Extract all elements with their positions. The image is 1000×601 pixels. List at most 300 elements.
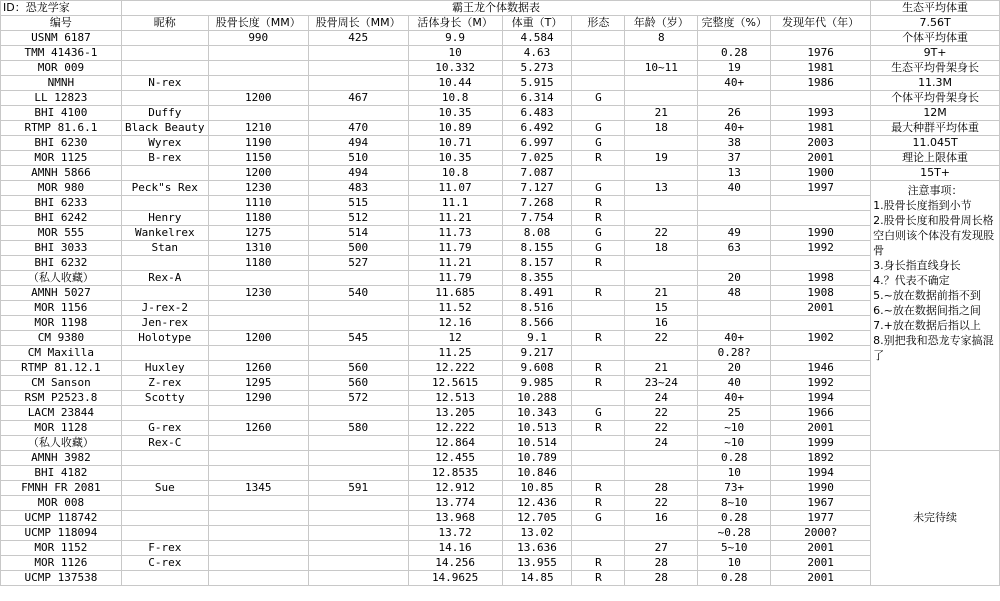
table-cell: 6.492: [502, 121, 572, 136]
table-cell: 28: [625, 556, 698, 571]
table-cell: 1110: [208, 196, 308, 211]
table-cell: [308, 466, 408, 481]
table-cell: 22: [625, 406, 698, 421]
table-cell: [308, 541, 408, 556]
table-cell: Peck"s Rex: [121, 181, 208, 196]
table-cell: AMNH 5027: [1, 286, 122, 301]
table-cell: Holotype: [121, 331, 208, 346]
table-cell: 12.513: [408, 391, 502, 406]
table-cell: [625, 136, 698, 151]
table-cell: [698, 211, 771, 226]
table-cell: [208, 556, 308, 571]
table-cell: 1210: [208, 121, 308, 136]
table-cell: 1150: [208, 151, 308, 166]
table-cell: 494: [308, 166, 408, 181]
table-cell: [625, 46, 698, 61]
column-header: 股骨长度（MM）: [208, 16, 308, 31]
table-cell: 13.774: [408, 496, 502, 511]
table-cell: [572, 541, 625, 556]
table-cell: [308, 316, 408, 331]
table-row: [1, 406, 1000, 421]
table-cell: 9.985: [502, 376, 572, 391]
side-summary-cell: 12M: [871, 106, 1000, 121]
table-row: [1, 346, 1000, 361]
table-cell: 20: [698, 361, 771, 376]
side-summary-cell: 9T+: [871, 46, 1000, 61]
table-cell: F-rex: [121, 541, 208, 556]
table-cell: [771, 256, 871, 271]
table-cell: 10.514: [502, 436, 572, 451]
table-cell: 1976: [771, 46, 871, 61]
table-cell: Wyrex: [121, 136, 208, 151]
table-cell: [208, 106, 308, 121]
table-cell: 1180: [208, 256, 308, 271]
table-row: [1, 76, 1000, 91]
table-cell: 10.789: [502, 451, 572, 466]
notes-title: 注意事项：: [907, 184, 963, 197]
table-cell: 10.513: [502, 421, 572, 436]
table-cell: [308, 76, 408, 91]
table-cell: 22: [625, 496, 698, 511]
table-cell: 1967: [771, 496, 871, 511]
table-cell: 11.685: [408, 286, 502, 301]
table-cell: [771, 211, 871, 226]
table-cell: 12.705: [502, 511, 572, 526]
table-cell: 28: [625, 571, 698, 586]
table-row: [1, 481, 1000, 496]
table-cell: 494: [308, 136, 408, 151]
note-item: 7.+放在数据后指以上: [873, 319, 981, 332]
table-cell: [572, 436, 625, 451]
table-cell: 9.217: [502, 346, 572, 361]
table-cell: R: [572, 331, 625, 346]
column-header: 完整度（%）: [698, 16, 771, 31]
table-cell: UCMP 118094: [1, 526, 122, 541]
note-item: 4.？代表不确定: [873, 274, 950, 287]
table-row: [1, 421, 1000, 436]
table-cell: 545: [308, 331, 408, 346]
table-cell: 48: [698, 286, 771, 301]
table-cell: BHI 6242: [1, 211, 122, 226]
table-cell: [208, 76, 308, 91]
table-cell: 11.79: [408, 271, 502, 286]
table-cell: [208, 406, 308, 421]
column-header: 发现年代（年）: [771, 16, 871, 31]
table-cell: 1892: [771, 451, 871, 466]
table-cell: [121, 511, 208, 526]
table-row: [1, 166, 1000, 181]
table-row: [1, 31, 1000, 46]
table-row: [1, 511, 1000, 526]
table-cell: 1230: [208, 286, 308, 301]
table-cell: [121, 166, 208, 181]
table-cell: Wankelrex: [121, 226, 208, 241]
table-cell: BHI 6230: [1, 136, 122, 151]
table-cell: [121, 526, 208, 541]
table-cell: 19: [625, 151, 698, 166]
table-cell: 1981: [771, 121, 871, 136]
table-cell: G: [572, 136, 625, 151]
table-cell: [625, 76, 698, 91]
table-cell: 24: [625, 391, 698, 406]
side-summary-cell: 7.56T: [871, 16, 1000, 31]
table-cell: 10~11: [625, 61, 698, 76]
table-cell: RTMP 81.6.1: [1, 121, 122, 136]
table-cell: 7.268: [502, 196, 572, 211]
table-cell: MOR 008: [1, 496, 122, 511]
table-cell: 425: [308, 31, 408, 46]
table-cell: 1981: [771, 61, 871, 76]
note-item: 2.股骨长度和股骨周长格空白则该个体没有发现股骨: [873, 214, 995, 257]
table-cell: [572, 166, 625, 181]
table-cell: [625, 211, 698, 226]
table-cell: [625, 526, 698, 541]
table-cell: [121, 451, 208, 466]
table-row: [1, 271, 1000, 286]
table-cell: [308, 571, 408, 586]
table-cell: MOR 1152: [1, 541, 122, 556]
table-cell: 540: [308, 286, 408, 301]
table-cell: [308, 406, 408, 421]
table-cell: CM Maxilla: [1, 346, 122, 361]
table-cell: BHI 3033: [1, 241, 122, 256]
table-cell: G: [572, 91, 625, 106]
table-cell: [208, 571, 308, 586]
table-cell: [771, 31, 871, 46]
table-row: [1, 571, 1000, 586]
table-cell: [308, 511, 408, 526]
table-row: [1, 226, 1000, 241]
table-cell: 10.846: [502, 466, 572, 481]
note-item: 3.身长指直线身长: [873, 259, 961, 272]
table-cell: 9.9: [408, 31, 502, 46]
table-cell: 38: [698, 136, 771, 151]
table-row: [1, 106, 1000, 121]
table-cell: 22: [625, 331, 698, 346]
table-cell: 37: [698, 151, 771, 166]
table-cell: 22: [625, 421, 698, 436]
table-cell: R: [572, 286, 625, 301]
side-summary-cell: 生态平均体重: [871, 1, 1000, 16]
table-row: [1, 61, 1000, 76]
table-cell: LL 12823: [1, 91, 122, 106]
table-cell: 6.997: [502, 136, 572, 151]
table-cell: [771, 346, 871, 361]
table-cell: BHI 6232: [1, 256, 122, 271]
table-cell: FMNH FR 2081: [1, 481, 122, 496]
table-cell: 18: [625, 241, 698, 256]
table-cell: USNM 6187: [1, 31, 122, 46]
table-cell: 10.288: [502, 391, 572, 406]
table-cell: R: [572, 571, 625, 586]
table-cell: 8.157: [502, 256, 572, 271]
notes-panel: [871, 181, 1000, 451]
table-cell: 26: [698, 106, 771, 121]
table-cell: 1994: [771, 391, 871, 406]
table-title: 霸王龙个体数据表: [121, 1, 870, 16]
table-cell: [625, 346, 698, 361]
note-item: 8.别把我和恐龙专家搞混了: [873, 334, 994, 362]
table-cell: [771, 196, 871, 211]
table-row: [1, 211, 1000, 226]
table-cell: 12.5615: [408, 376, 502, 391]
table-cell: [121, 256, 208, 271]
table-cell: [208, 271, 308, 286]
table-cell: 1992: [771, 376, 871, 391]
table-cell: Sue: [121, 481, 208, 496]
table-row: [1, 256, 1000, 271]
table-cell: [572, 451, 625, 466]
table-cell: 0.28: [698, 451, 771, 466]
table-cell: Black Beauty: [121, 121, 208, 136]
table-cell: [572, 46, 625, 61]
table-cell: 11.07: [408, 181, 502, 196]
table-cell: 1946: [771, 361, 871, 376]
table-cell: MOR 1126: [1, 556, 122, 571]
table-cell: R: [572, 556, 625, 571]
table-cell: 19: [698, 61, 771, 76]
side-summary-cell: 生态平均骨架身长: [871, 61, 1000, 76]
table-cell: [308, 301, 408, 316]
table-row: [1, 526, 1000, 541]
table-cell: 40: [698, 181, 771, 196]
table-cell: 1200: [208, 166, 308, 181]
table-cell: 15: [625, 301, 698, 316]
table-cell: 1999: [771, 436, 871, 451]
table-cell: 560: [308, 361, 408, 376]
table-cell: [572, 316, 625, 331]
table-cell: [208, 541, 308, 556]
side-summary-cell: 11.045T: [871, 136, 1000, 151]
table-cell: G: [572, 226, 625, 241]
table-row: [1, 121, 1000, 136]
table-cell: 9.608: [502, 361, 572, 376]
note-item: 1.股骨长度指到小节: [873, 199, 972, 212]
table-cell: 12.8535: [408, 466, 502, 481]
table-cell: G: [572, 181, 625, 196]
table-cell: 8.566: [502, 316, 572, 331]
table-cell: [208, 466, 308, 481]
table-cell: 10.71: [408, 136, 502, 151]
table-cell: 23~24: [625, 376, 698, 391]
table-cell: [698, 91, 771, 106]
table-cell: R: [572, 211, 625, 226]
table-cell: G-rex: [121, 421, 208, 436]
table-cell: 22: [625, 226, 698, 241]
table-cell: 512: [308, 211, 408, 226]
table-cell: 11.1: [408, 196, 502, 211]
column-header: 活体身长（M）: [408, 16, 502, 31]
table-cell: Rex-A: [121, 271, 208, 286]
table-cell: 5~10: [698, 541, 771, 556]
table-cell: [208, 451, 308, 466]
table-cell: [698, 256, 771, 271]
table-cell: [308, 106, 408, 121]
table-cell: 467: [308, 91, 408, 106]
table-cell: [572, 271, 625, 286]
table-row: [1, 316, 1000, 331]
table-cell: [208, 511, 308, 526]
table-cell: [208, 526, 308, 541]
table-cell: LACM 23844: [1, 406, 122, 421]
to-be-continued: 未完待续: [871, 451, 1000, 586]
table-cell: 11.79: [408, 241, 502, 256]
table-cell: 2003: [771, 136, 871, 151]
table-cell: MOR 1125: [1, 151, 122, 166]
table-cell: [208, 346, 308, 361]
author-id: ID：恐龙学家: [1, 1, 122, 16]
table-cell: 1900: [771, 166, 871, 181]
table-cell: UCMP 137538: [1, 571, 122, 586]
table-cell: [121, 466, 208, 481]
table-cell: [308, 271, 408, 286]
table-cell: [625, 271, 698, 286]
table-cell: 1275: [208, 226, 308, 241]
table-cell: 0.28?: [698, 346, 771, 361]
table-cell: [121, 91, 208, 106]
table-row: [1, 436, 1000, 451]
table-cell: G: [572, 511, 625, 526]
table-cell: Duffy: [121, 106, 208, 121]
table-cell: [625, 196, 698, 211]
table-cell: BHI 4100: [1, 106, 122, 121]
table-cell: BHI 4182: [1, 466, 122, 481]
table-cell: 8.491: [502, 286, 572, 301]
table-cell: 20: [698, 271, 771, 286]
table-cell: G: [572, 406, 625, 421]
table-cell: Z-rex: [121, 376, 208, 391]
table-cell: 11.73: [408, 226, 502, 241]
table-cell: 21: [625, 286, 698, 301]
table-cell: 515: [308, 196, 408, 211]
table-cell: MOR 1128: [1, 421, 122, 436]
sheet-body: [1, 1, 1000, 586]
side-summary-cell: 最大种群平均体重: [871, 121, 1000, 136]
table-cell: 13.72: [408, 526, 502, 541]
table-cell: 18: [625, 121, 698, 136]
table-cell: [208, 436, 308, 451]
table-cell: R: [572, 496, 625, 511]
table-cell: 14.85: [502, 571, 572, 586]
table-cell: Jen-rex: [121, 316, 208, 331]
column-header: 年龄（岁）: [625, 16, 698, 31]
table-cell: BHI 6233: [1, 196, 122, 211]
table-row: [1, 466, 1000, 481]
table-cell: 1180: [208, 211, 308, 226]
table-cell: 10.89: [408, 121, 502, 136]
table-cell: 514: [308, 226, 408, 241]
table-cell: [208, 316, 308, 331]
table-cell: 1990: [771, 481, 871, 496]
table-cell: Rex-C: [121, 436, 208, 451]
table-cell: [572, 346, 625, 361]
table-cell: 63: [698, 241, 771, 256]
table-cell: [572, 301, 625, 316]
table-cell: [308, 451, 408, 466]
table-cell: [625, 256, 698, 271]
table-cell: 16: [625, 511, 698, 526]
table-cell: [308, 556, 408, 571]
table-cell: 0.28: [698, 511, 771, 526]
table-cell: 10: [408, 46, 502, 61]
side-summary-cell: 个体平均骨架身长: [871, 91, 1000, 106]
table-cell: （私人收藏）: [1, 436, 122, 451]
table-cell: 0.28: [698, 46, 771, 61]
table-cell: 13.205: [408, 406, 502, 421]
note-item: 5.~放在数据前指不到: [873, 289, 981, 302]
table-cell: [698, 31, 771, 46]
table-cell: 14.9625: [408, 571, 502, 586]
table-cell: 591: [308, 481, 408, 496]
table-row: [1, 391, 1000, 406]
side-summary-cell: 理论上限体重: [871, 151, 1000, 166]
table-cell: R: [572, 481, 625, 496]
table-cell: 5.273: [502, 61, 572, 76]
table-cell: 40: [698, 376, 771, 391]
table-cell: [308, 46, 408, 61]
table-cell: [625, 451, 698, 466]
table-cell: 1998: [771, 271, 871, 286]
table-cell: 13.636: [502, 541, 572, 556]
table-cell: 13.955: [502, 556, 572, 571]
table-cell: 572: [308, 391, 408, 406]
table-cell: 2001: [771, 556, 871, 571]
table-cell: [572, 76, 625, 91]
table-cell: [308, 61, 408, 76]
table-cell: 1310: [208, 241, 308, 256]
table-cell: Stan: [121, 241, 208, 256]
table-cell: 21: [625, 361, 698, 376]
table-row: [1, 196, 1000, 211]
column-header: 体重（T）: [502, 16, 572, 31]
table-cell: 1200: [208, 91, 308, 106]
table-cell: [625, 166, 698, 181]
table-cell: 1908: [771, 286, 871, 301]
table-cell: [572, 526, 625, 541]
table-cell: 10.8: [408, 91, 502, 106]
table-cell: 11.25: [408, 346, 502, 361]
table-cell: [572, 31, 625, 46]
table-row: [1, 331, 1000, 346]
table-cell: 8~10: [698, 496, 771, 511]
table-cell: NMNH: [1, 76, 122, 91]
table-row: [1, 91, 1000, 106]
table-cell: 7.087: [502, 166, 572, 181]
table-cell: [121, 496, 208, 511]
table-cell: 1990: [771, 226, 871, 241]
table-cell: 527: [308, 256, 408, 271]
table-cell: [698, 316, 771, 331]
table-cell: 1345: [208, 481, 308, 496]
table-cell: [308, 496, 408, 511]
table-cell: R: [572, 376, 625, 391]
table-cell: RSM P2523.8: [1, 391, 122, 406]
table-cell: 13: [698, 166, 771, 181]
table-cell: 10.44: [408, 76, 502, 91]
table-cell: 4.63: [502, 46, 572, 61]
table-row: [1, 241, 1000, 256]
table-cell: MOR 1198: [1, 316, 122, 331]
column-header: 编号: [1, 16, 122, 31]
table-cell: [572, 106, 625, 121]
header-row: [1, 16, 1000, 31]
table-row: [1, 541, 1000, 556]
table-cell: 8.355: [502, 271, 572, 286]
table-cell: [121, 61, 208, 76]
table-cell: 49: [698, 226, 771, 241]
table-cell: 27: [625, 541, 698, 556]
table-cell: [121, 346, 208, 361]
